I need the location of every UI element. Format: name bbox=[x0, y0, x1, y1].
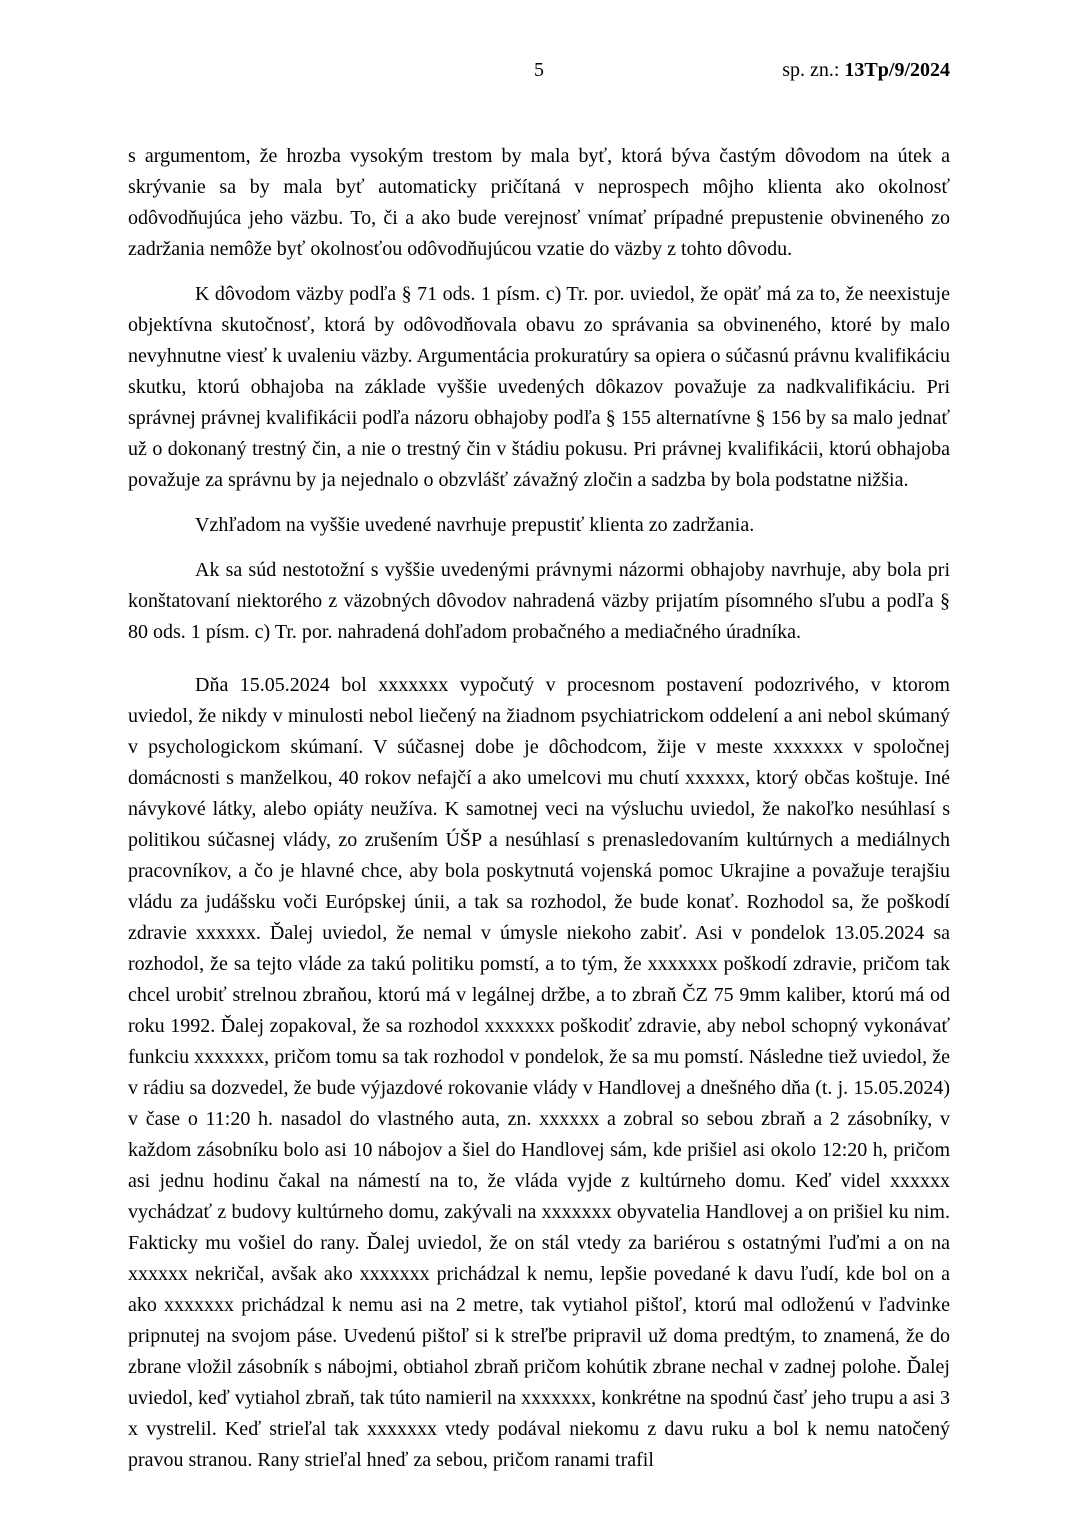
paragraph: Ak sa súd nestotožní s vyššie uvedenými právnymi názormi obhajoby navrhuje, aby bola pri konštatovaní niektorého z väzobných dôvodov nahradená väzby prijatím písomného sľubu a podľa § 80 ods. 1 písm. c) Tr. por. nahradená dohľadom probačného a mediačného úradníka. bbox=[128, 559, 950, 643]
paragraph: K dôvodom väzby podľa § 71 ods. 1 písm. c) Tr. por. uviedol, že opäť má za to, že neexistuje objektívna skutočnosť, ktorá by odôvodňovala obavu zo správania sa obvineného, ktoré by malo nevyhnutne viesť k uvaleniu väzby. Argumentácia prokuratúry sa opiera o súčasnú právnu kvalifikáciu skutku, ktorú obhajoba na základe vyššie uvedených dôkazov považuje za nadkvalifikáciu. Pri správnej právnej kvalifikácii podľa názoru obhajoby podľa § 155 alternatívne § 156 by sa malo jednať už o dokonaný trestný čin, a nie o trestný čin v štádiu pokusu. Pri právnej kvalifikácii, ktorú obhajoba považuje za správnu by ja nejednalo o obzvlášť závažný zločin a sadzba by bola podstatne nižšia. bbox=[128, 283, 950, 491]
paragraph: Vzhľadom na vyššie uvedené navrhuje prepustiť klienta zo zadržania. bbox=[195, 514, 755, 536]
paragraph: Dňa 15.05.2024 bol xxxxxxx vypočutý v procesnom postavení podozrivého, v ktorom uviedol, že nikdy v minulosti nebol liečený na žiadnom psychiatrickom oddelení a ani nebol skúmaný v psychologickom skúmaní. V súčasnej dobe je dôchodcom, žije v meste xxxxxxx v spoločnej domácnosti s manželkou, 40 rokov nefajčí a ako umelcovi mu chutí xxxxxx, ktorý občas koštuje. Iné návykové látky, alebo opiáty neužíva. K samotnej veci na výsluchu uviedol, že nakoľko nesúhlasí s politikou súčasnej vlády, zo zrušením ÚŠP a nesúhlasí s prenasledovaním kultúrnych a mediálnych pracovníkov, a čo je hlavné chce, aby bola poskytnutá vojenská pomoc Ukrajine a považuje terajšiu vládu za judášsku voči Európskej únii, a tak sa rozhodol, že bude konať. Rozhodol sa, že poškodí zdravie xxxxxx. Ďalej uviedol, že nemal v úmysle niekoho zabiť. Asi v pondelok 13.05.2024 sa rozhodol, že sa tejto vláde za takú politiku pomstí, a to tým, že xxxxxxx poškodí zdravie, pričom tak chcel urobiť strelnou zbraňou, ktorú má v legálnej držbe, a to zbraň ČZ 75 9mm kaliber, ktorú má od roku 1992. Ďalej zopakoval, že sa rozhodol xxxxxxx poškodiť zdravie, aby nebol schopný vykonávať funkciu xxxxxxx, pričom tomu sa tak rozhodol v pondelok, že sa mu pomstí. Následne tiež uviedol, že v rádiu sa dozvedel, že bude výjazdové rokovanie vlády v Handlovej a dnešného dňa (t. j. 15.05.2024) v čase o 11:20 h. nasadol do vlastného auta, zn. xxxxxx a zobral so sebou zbraň a 2 zásobníky, v každom zásobníku bolo asi 10 nábojov a šiel do Handlovej sám, kde prišiel asi okolo 12:20 h, pričom asi jednu hodinu čakal na námestí na to, že vláda vyjde z kultúrneho domu. Keď videl xxxxxx vychádzať z budovy kultúrneho domu, zakývali na xxxxxxx obyvatelia Handlovej a on prišiel ku nim. Fakticky mu vošiel do rany. Ďalej uviedol, že on stál vtedy za bariérou s ostatnými ľuďmi a on na xxxxxx nekričal, avšak ako xxxxxxx prichádzal k nemu, lepšie povedané k davu ľudí, kde bol on a ako xxxxxxx prichádzal k nemu asi na 2 metre, tak vytiahol pištoľ, ktorú mal odloženú v ľadvinke pripnutej na svojom páse. Uvedenú pištoľ si k streľbe pripravil už doma predtým, to znamená, že do zbrane vložil zásobník s nábojmi, obtiahol zbraň pričom kohútik zbrane nechal v zadnej polohe. Ďalej uviedol, keď vytiahol zbraň, tak túto namieril na xxxxxxx, konkrétne na spodnú časť jeho trupu a asi 3 x vystrelil. Keď strieľal tak xxxxxxx vtedy podával niekomu z davu ruku a bol k nemu natočený pravou stranou. Rany strieľal hneď za sebou, pričom ranami trafil bbox=[128, 674, 950, 1471]
case-reference bbox=[782, 57, 950, 83]
case-reference-label: sp. zn.: bbox=[782, 59, 845, 81]
paragraph: s argumentom, že hrozba vysokým trestom by mala byť, ktorá býva častým dôvodom na útek a skrývanie sa by mala byť automaticky pričítaná v neprospech môjho klienta ako okolnosť odôvodňujúca jeho väzbu. To, či a ako bude verejnosť vnímať prípadné prepustenie obvineného zo zadržania nemôže byť okolnosťou odôvodňujúcou vzatie do väzby z tohto dôvodu. bbox=[128, 145, 950, 260]
page-number: 5 bbox=[534, 59, 544, 81]
document-body bbox=[128, 141, 950, 1490]
page-header bbox=[128, 57, 950, 87]
case-reference-value: 13Tp/9/2024 bbox=[844, 59, 950, 81]
